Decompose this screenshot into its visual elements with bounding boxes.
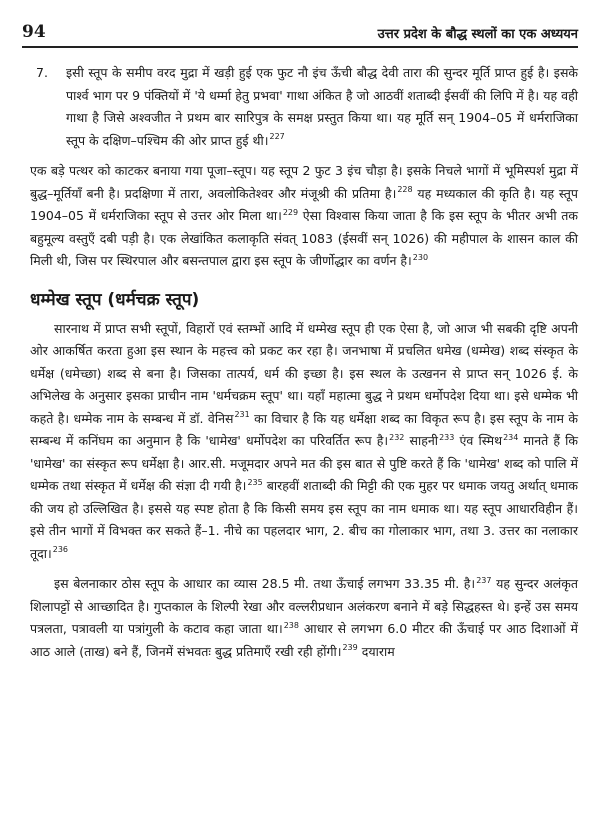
footnote-ref-238: 238 [283,620,299,630]
running-title: उत्तर प्रदेश के बौद्ध स्थलों का एक अध्ययन [377,27,578,42]
text-run: मानते हैं कि 'धामेख' का संस्कृत रूप धर्मेक्षा है। आर.सी. मजूमदार अपने मत की इस बात से पुष्टि करते हैं कि 'धामेख' शब्द को पालि में धम्मेक तथा संस्कृत में धर्मेक्ष की संज्ञा दी गयी है। [30,433,579,493]
text-run: एंव स्मिथ [454,433,503,448]
footnote-ref-236: 236 [52,545,69,555]
text-run: सारनाथ में प्राप्त सभी स्तूपों, विहारों एवं स्तम्भों आदि में धम्मेख स्तूप ही एक ऐसा है, जो आज भी सबकी दृष्टि अपनी ओर आकर्षित करता हुआ इस स्थान के महत्त्व को प्रकट कर रहा है। जनभाषा में प्रचलित धमेख (धम्मेख) शब्द संस्कृत के धर्मेक्ष (धमेच्छा) शब्द से बना है। जिसका तात्पर्य, धर्म की इच्छा है। इस स्थल के उत्खनन से प्राप्त सन् 1026 ई. के अभिलेख के अनुसार इसका प्राचीन नाम 'धर्मचक्रम स्तूप' था। यहाँ महात्मा बुद्ध ने प्रथम धर्मोपदेश दिया था। इसे धम्मेक भी कहते है। धम्मेक नाम के सम्बन्ध में डॉ. वेनिस [30,320,578,426]
text-run: दयाराम [357,643,395,659]
footnote-ref-232: 232 [389,432,405,442]
text-run: ऐसा विश्वास किया जाता है कि इस स्तूप के भीतर अभी तक बहुमूल्य वस्तुएँ दबी पड़ी है। एक लेखांकित कलाकृति संवत् 1083 (ईसवीं सन् 1026) की महीपाल के शासन काल की मिली थी, जिस पर स्थिरपाल और बसन्तपाल द्वारा इस स्तूप के जीर्णोद्धार का वर्णन है। [30,208,578,268]
text-run: यह सुन्दर अलंकृत शिलापट्टों से आच्छादित है। गुप्तकाल के शिल्पी रेखा और वल्लरीप्रधान अलंकरण बनाने में बड़े सिद्धहस्त थे। इन्हें उस समय पत्रलता, पत्रावली या पत्रांगुली के कटाव कहा जाता था। [30,576,579,636]
numbered-paragraph-7 [30,62,578,152]
item-7-text: इसी स्तूप के समीप वरद मुद्रा में खड़ी हुई एक फुट नौ इंच ऊँची बौद्ध देवी तारा की सुन्दर मूर्ति प्राप्त हुई है। इसके पार्श्व भाग पर 9 पंक्तियों में 'ये धर्म्मा हेतु प्रभवा' गाथा अंकित है जो आठवीं शताब्दी ईसवीं की लिपि में है। यह वही गाथा है जिसे अश्वजीत ने प्रथम बार सारिपुत्र के समक्ष प्रस्तुत किया था। यह मूर्ति सन् 1904–05 में धर्मराजिका स्तूप के दक्षिण–पश्चिम की ओर प्राप्त हुई थी। [66,65,578,148]
text-run: साहनी [404,433,439,448]
footnote-ref-235: 235 [247,477,263,487]
footnote-ref-228: 228 [397,185,413,195]
footnote-ref-234: 234 [503,432,519,442]
section-heading: धम्मेख स्तूप (धर्मचक्र स्तूप) [30,289,200,310]
text-run: एक बड़े पत्थर को काटकर बनाया गया पूजा–स्तूप। यह स्तूप 2 फुट 3 इंच चौड़ा है। इसके निचले भागों में भूमिस्पर्श मुद्रा में बुद्ध–मूर्तियाँ बनी है। प्रदक्षिणा में तारा, अवलोकितेश्वर और मंजूश्री की प्रतिमा है। [30,163,578,201]
page-body [30,62,578,663]
paragraph-dhamekh [30,318,578,566]
footnote-ref-227: 227 [269,132,285,142]
text-run: यह मध्यकाल की कृति है। यह स्तूप 1904–05 में धर्मराजिका स्तूप से उत्तर ओर मिला था। [30,185,578,223]
item-number: 7. [36,65,48,80]
text-run: इस बेलनाकार ठोस स्तूप के आधार का व्यास 28.5 मी. तथा ऊँचाई लगभग 33.35 मी. है। [54,576,476,591]
page-number: 94 [22,22,46,42]
footnote-ref-239: 239 [342,643,358,653]
footnote-ref-230: 230 [412,252,429,262]
footnote-ref-233: 233 [439,432,455,442]
paragraph-puja-stupa [30,160,578,273]
text-run: बारहवीं शताब्दी की मिट्टी की एक मुहर पर धमाक जयतु अर्थात् धमाक की जय हो उल्लिखित है। इससे यह स्पष्ट होता है कि किसी समय इस स्तूप का नाम धमाक था। यह स्तूप आधारविहीन हैं। इसे तीन भागों में विभक्त कर सकते हैं–1. नीचे का पहलदार भाग, 2. बीच का गोलाकार भाग, तथा 3. उत्तर का नलाकार तूदा। [30,478,579,561]
paragraph-base [30,573,578,663]
footnote-ref-231: 231 [234,410,250,420]
footnote-ref-229: 229 [282,207,299,217]
text-run: का विचार है कि यह धर्मेक्षा शब्द का विकृत रूप है। इस स्तूप के नाम के सम्बन्ध में कनिंघम का अनुमान है कि 'धामेख' धर्मोपदेश का परिवर्तित रूप है। [30,410,578,448]
text-run: आधार से लगभग 6.0 मीटर की ऊँचाई पर आठ दिशाओं में आठ आले (ताख) बने हैं, जिनमें संभवतः बुद्ध प्रतिमाएँ रखी रही होंगी। [30,621,578,659]
footnote-ref-237: 237 [476,575,492,585]
page-header [22,8,578,48]
